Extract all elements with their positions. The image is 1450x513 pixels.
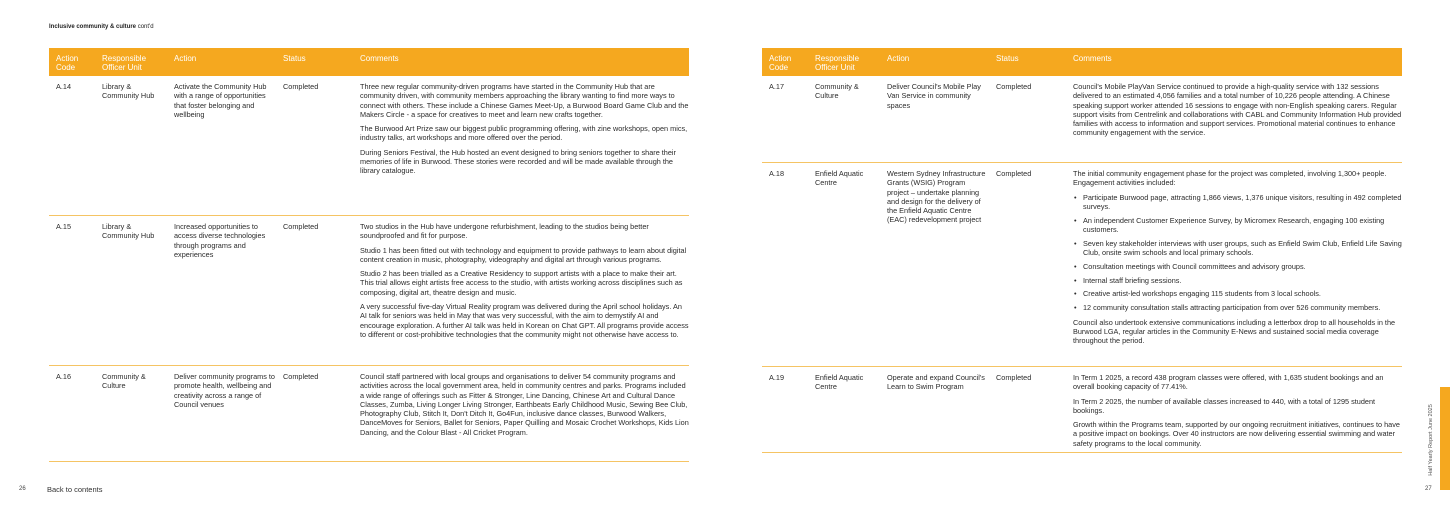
comment-outro: Council also undertook extensive communications including a letterbox drop to all households in the Burwood LGA, regular articles in the Community E-News and sustained social media coverage throughout the period. (1073, 317, 1396, 346)
status-text: Completed (996, 82, 1032, 91)
officer-unit: Library & Community Hub (102, 222, 155, 241)
table-header (49, 48, 689, 76)
action-text: Activate the Community Hub with a range of opportunities that foster belonging and wellbeing (174, 82, 267, 119)
comment-paragraph: In Term 2 2025, the number of available classes increased to 440, with a total of 1295 student bookings. (1073, 396, 1376, 415)
list-item: • 12 community consultation stalls attracting participation from over 526 community members. (1073, 303, 1402, 312)
comment-paragraph: In Term 1 2025, a record 438 program classes were offered, with 1,635 student bookings and an overall booking capacity of 77.41%. (1073, 373, 1384, 392)
comment-paragraph: Council's Mobile PlayVan Service continued to provide a high-quality service with 132 sessions delivered to an estimated 4,056 families and a total number of 10,226 people attending. A Chinese speaking support worker attended 16 sessions to engage with non-English speaking carers. Regular support visits from Centrelink and collaborations with CABL and Community Information Hub provided families with access to information and support services. Promotional material continues to enhance community engagement with the service. (1073, 82, 1402, 138)
header-action: Action (887, 54, 910, 63)
officer-unit: Library & Community Hub (102, 82, 155, 101)
table-row-a14 (49, 76, 689, 216)
section-title-suffix: cont'd (137, 24, 154, 30)
table-row-a16 (49, 366, 689, 462)
comments (353, 216, 689, 365)
action-code: A.14 (56, 82, 72, 91)
status-text: Completed (996, 169, 1032, 178)
left-page-number: 26 (19, 486, 26, 492)
table-row-a18 (762, 163, 1402, 367)
comment-paragraph: Two studios in the Hub have undergone refurbishment, leading to the studios being better soundproofed and fit for purpose. (360, 222, 649, 241)
comments (1066, 367, 1402, 452)
comment-paragraph: Studio 2 has been trialled as a Creative Residency to support artists with a place to make their art. This trial allows eight artists free access to the studio, with artists working across disciplines such as composing, digital art, theatre design and music. (360, 269, 683, 297)
header-comments: Comments (360, 54, 399, 63)
right-page-number: 27 (1425, 486, 1432, 492)
section-title (49, 24, 154, 30)
side-accent-tab (1440, 387, 1450, 490)
comments (1066, 76, 1402, 162)
header-action-code: Action Code (769, 54, 792, 72)
comment-paragraph: A very successful five-day Virtual Reality program was delivered during the April school holidays. An AI talk for seniors was held in May that was very successful, with the aim to demystify AI and encourage exploration. A further AI talk was held in Korean on Chat GPT. All programs provide access to different or cost-prohibitive technologies that the community might not otherwise have access to. (360, 302, 689, 339)
officer-unit: Community & Culture (102, 372, 146, 391)
comments (353, 76, 689, 215)
header-status: Status (283, 54, 306, 63)
list-item: • Creative artist-led workshops engaging 115 students from 3 local schools. (1073, 289, 1402, 298)
comment-paragraph: During Seniors Festival, the Hub hosted an event designed to bring seniors together to share their memories of life in Burwood. These stories were recorded and will be made available through the library catalogue. (360, 147, 676, 176)
comment-paragraph: The Burwood Art Prize saw our biggest public programming offering, with zine workshops, open mics, industry talks, art workshops and more offered over the period. (360, 124, 688, 143)
action-code: A.18 (769, 169, 785, 178)
right-actions-table (762, 48, 1402, 453)
side-report-text: Half Yearly Report June 2025 (1428, 404, 1434, 476)
table-row-a19 (762, 367, 1402, 453)
table-header (762, 48, 1402, 76)
table-row-a17 (762, 76, 1402, 163)
action-code: A.15 (56, 222, 72, 231)
list-item: • An independent Customer Experience Survey, by Micromex Research, engaging 100 existing customers. (1073, 216, 1402, 235)
status-text: Completed (283, 372, 319, 381)
header-action: Action (174, 54, 197, 63)
action-text: Deliver community programs to promote health, wellbeing and creativity across a range of Council venues (174, 372, 275, 409)
officer-unit: Enfield Aquatic Centre (815, 373, 864, 392)
comments (1066, 163, 1402, 366)
action-text: Western Sydney Infrastructure Grants (WSIG) Program project – undertake planning and design for the delivery of the Enfield Aquatic Centre (EAC) redevelopment project (887, 169, 986, 225)
list-item: • Internal staff briefing sessions. (1073, 276, 1402, 285)
status-text: Completed (283, 222, 319, 231)
left-actions-table (49, 48, 689, 462)
list-item: • Participate Burwood page, attracting 1,866 views, 1,376 unique visitors, resulting in 492 completed surveys. (1073, 193, 1402, 212)
action-code: A.19 (769, 373, 785, 382)
comment-paragraph: Three new regular community-driven programs have started in the Community Hub that are community driven, with community members approaching the library wanting to find more ways to connect with others. These include a Chinese Games Meet-Up, a Burwood Board Game Club and the Makers Circle - a space for creatives to meet and learn new crafts together. (360, 82, 689, 119)
header-action-code: Action Code (56, 54, 79, 72)
list-item: • Seven key stakeholder interviews with user groups, such as Enfield Swim Club, Enfield Life Saving Club, onsite swim schools and local primary schools. (1073, 239, 1402, 258)
header-responsible-officer-unit: Responsible Officer Unit (815, 54, 860, 72)
header-comments: Comments (1073, 54, 1112, 63)
comment-paragraph: Council staff partnered with local groups and organisations to deliver 54 community programs and activities across the local government area, held in community centres and parks. Programs included a wide range of offerings such as Fitter & Stronger, Line Dancing, Chinese Art and Cultural Dance Classes, Zumba, Living Longer Living Stronger, Earthbeats Early Childhood Music, Sewing Bee Club, Photography Club, Stitch It, Don't Ditch It, Go4Fun, inclusive dance classes, Burwood Walkers, DanceMoves for Seniors, Ballet for Seniors, Paper Quilling and Mosaic Crochet Workshops, Kids Lion Dancing, and the Colour Blast - All Cricket Program. (360, 372, 689, 437)
action-text: Deliver Council's Mobile Play Van Service in community spaces (887, 82, 981, 110)
comment-paragraph: Studio 1 has been fitted out with technology and equipment to provide pathways to learn about digital content creation in music, photography, videography and digital art through various programs. (360, 245, 687, 264)
action-code: A.17 (769, 82, 785, 91)
back-to-contents-link[interactable]: Back to contents (47, 485, 103, 494)
officer-unit: Community & Culture (815, 82, 859, 101)
comments (353, 366, 689, 461)
section-title-main: Inclusive community & culture (49, 24, 137, 30)
header-responsible-officer-unit: Responsible Officer Unit (102, 54, 147, 72)
table-row-a15 (49, 216, 689, 366)
comment-intro: The initial community engagement phase for the project was completed, involving 1,300+ people. Engagement activities included: (1073, 169, 1387, 188)
header-status: Status (996, 54, 1019, 63)
officer-unit: Enfield Aquatic Centre (815, 169, 864, 188)
list-item: • Consultation meetings with Council committees and advisory groups. (1073, 262, 1402, 271)
action-code: A.16 (56, 372, 72, 381)
status-text: Completed (283, 82, 319, 91)
status-text: Completed (996, 373, 1032, 382)
comment-paragraph: Growth within the Programs team, supported by our ongoing recruitment initiatives, continues to have a positive impact on bookings. Over 40 instructors are now delivering essential swimming and water safety programs to the local community. (1073, 420, 1400, 448)
engagement-list (1073, 193, 1402, 313)
action-text: Operate and expand Council's Learn to Swim Program (887, 373, 985, 392)
action-text: Increased opportunities to access diverse technologies through programs and experiences (174, 222, 266, 259)
